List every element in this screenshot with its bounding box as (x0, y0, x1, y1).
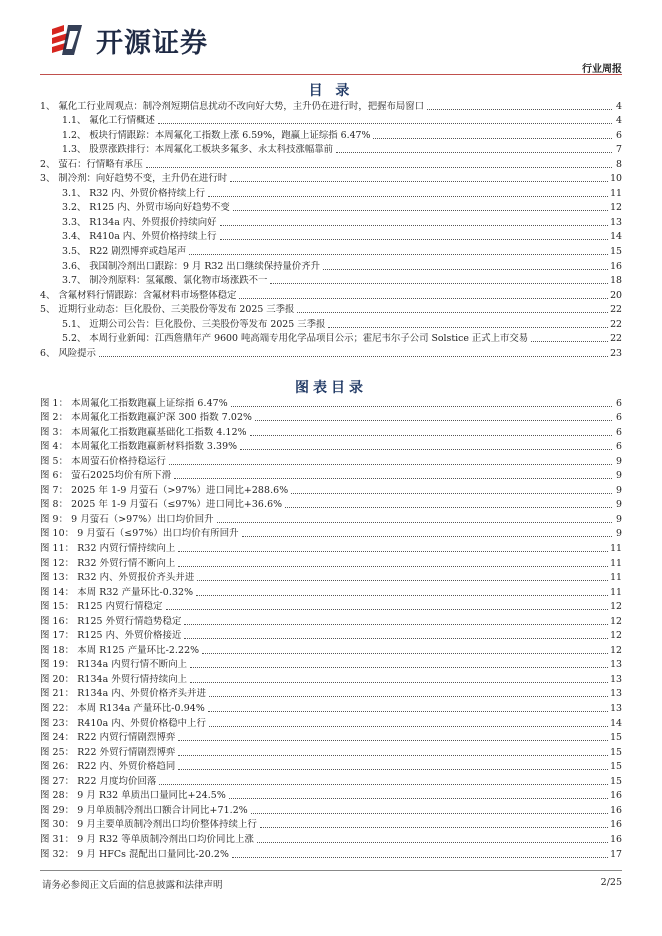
figure-entry-page: 11 (610, 572, 622, 584)
dot-leader (99, 355, 608, 357)
figure-entry-label: 图 30： 9 月主要单质制冷剂出口均价整体持续上行 (40, 819, 257, 831)
toc-entry-page: 20 (610, 289, 622, 301)
figure-entry[interactable] (40, 482, 622, 497)
figure-entry-label: 图 14： 本周 R32 产量环比-0.32% (40, 586, 194, 598)
figure-entry[interactable] (40, 773, 622, 788)
figure-entry-label: 图 21： R134a 内、外贸价格齐头并进 (40, 688, 207, 700)
figure-entry-page: 16 (610, 819, 622, 831)
toc-entry-label: 3.6、 我国制冷剂出口跟踪：9 月 R32 出口继续保持量价齐升 (62, 260, 321, 272)
figure-entry[interactable] (40, 802, 622, 817)
figure-entry-page: 9 (616, 470, 622, 482)
figure-entry-page: 11 (610, 557, 622, 569)
figure-entry-label: 图 19： R134a 内贸行情不断向上 (40, 659, 188, 671)
dot-leader (328, 326, 608, 328)
figure-entry-page: 13 (610, 688, 622, 700)
page-header (40, 0, 622, 75)
footer-disclaimer: 请务必参阅正文后面的信息披露和法律声明 (42, 880, 223, 891)
toc-entry[interactable] (40, 316, 622, 331)
figure-entry[interactable] (40, 599, 622, 614)
toc-entry-label: 1.2、 板块行情跟踪：本周氟化工指数上涨 6.59%，跑赢上证综指 6.47% (62, 129, 371, 141)
figure-entry-page: 11 (610, 586, 622, 598)
dot-leader (184, 637, 608, 639)
figure-entry-page: 15 (610, 775, 622, 787)
dot-leader (229, 797, 608, 799)
figure-entry-page: 13 (610, 673, 622, 685)
toc-entry[interactable] (40, 331, 622, 346)
figure-entry[interactable] (40, 817, 622, 832)
dot-leader (285, 506, 612, 508)
figure-entry-label: 图 12： R32 外贸行情不断向上 (40, 557, 176, 569)
figure-entry-label: 图 13： R32 内、外贸报价齐头并进 (40, 572, 195, 584)
toc-entry-label: 3.7、 制冷剂原料：氢氟酸、氯化物市场涨跌不一 (62, 275, 268, 287)
figure-entry[interactable] (40, 831, 622, 846)
toc-entry-page: 18 (610, 275, 622, 287)
toc-entry[interactable] (40, 113, 622, 128)
figure-entry[interactable] (40, 657, 622, 672)
toc-entry-page: 7 (616, 144, 622, 156)
toc-entry-page: 13 (610, 216, 622, 228)
figure-entry-page: 15 (610, 761, 622, 773)
figure-entry-label: 图 17： R125 内、外贸价格接近 (40, 630, 182, 642)
figure-entry-label: 图 25： R22 外贸行情剧烈博弈 (40, 746, 176, 758)
figure-entry-label: 图 6： 萤石2025均价有所下滑 (40, 470, 172, 482)
dot-leader (202, 652, 608, 654)
figure-entry[interactable] (40, 511, 622, 526)
figure-entry-label: 图 7： 2025 年 1-9 月萤石（>97%）进口同比+288.6% (40, 484, 289, 496)
figure-entry-page: 16 (610, 804, 622, 816)
figure-entry-page: 6 (616, 412, 622, 424)
figure-entry-page: 12 (610, 615, 622, 627)
brand-logo (48, 20, 208, 60)
dot-leader (531, 340, 608, 342)
figure-entry[interactable] (40, 613, 622, 628)
toc-entry-label: 6、 风险提示 (40, 347, 96, 359)
dot-leader (373, 137, 612, 139)
toc-entry[interactable] (40, 302, 622, 317)
dot-leader (190, 666, 608, 668)
dot-leader (251, 812, 608, 814)
figure-entry[interactable] (40, 730, 622, 745)
toc-entry[interactable] (40, 171, 622, 186)
dot-leader (197, 579, 608, 581)
dot-leader (427, 108, 612, 110)
dot-leader (190, 681, 608, 683)
dot-leader (270, 282, 608, 284)
dot-leader (178, 754, 608, 756)
figure-entry-label: 图 22： 本周 R134a 产量环比-0.94% (40, 703, 205, 715)
figure-entry-label: 图 24： R22 内贸行情剧烈博弈 (40, 732, 176, 744)
figure-entry[interactable] (40, 570, 622, 585)
figure-entry-label: 图 10： 9 月萤石（≤97%）出口均价有所回升 (40, 528, 239, 540)
dot-leader (220, 238, 609, 240)
figure-entry[interactable] (40, 846, 622, 861)
dot-leader (178, 768, 608, 770)
figure-entry-page: 15 (610, 746, 622, 758)
dot-leader (323, 268, 608, 270)
dot-leader (209, 725, 608, 727)
figure-entry-page: 9 (616, 499, 622, 511)
figure-entry-label: 图 26： R22 内、外贸价格趋同 (40, 761, 176, 773)
figure-entry[interactable] (40, 395, 622, 410)
dot-leader (257, 841, 608, 843)
toc-entry[interactable] (40, 98, 622, 113)
figure-entry[interactable] (40, 700, 622, 715)
dot-leader (146, 166, 612, 168)
figures-list (40, 395, 622, 861)
figure-entry[interactable] (40, 439, 622, 454)
figure-entry-page: 9 (616, 513, 622, 525)
dot-leader (231, 405, 612, 407)
toc-entry[interactable] (40, 142, 622, 157)
toc-entry-page: 22 (610, 333, 622, 345)
toc-entry[interactable] (40, 345, 622, 360)
figure-entry[interactable] (40, 788, 622, 803)
dot-leader (232, 856, 608, 858)
toc-entry-page: 6 (616, 129, 622, 141)
dot-leader (242, 535, 612, 537)
figure-entry-page: 14 (610, 717, 622, 729)
dot-leader (291, 492, 612, 494)
figure-entry-page: 13 (610, 703, 622, 715)
toc-title: 目 录 (308, 83, 354, 99)
figure-entry[interactable] (40, 497, 622, 512)
figure-entry-page: 16 (610, 833, 622, 845)
toc-entry[interactable] (40, 200, 622, 215)
figure-entry[interactable] (40, 642, 622, 657)
dot-leader (297, 311, 608, 313)
toc-entry[interactable] (40, 243, 622, 258)
dot-leader (166, 608, 609, 610)
dot-leader (239, 297, 608, 299)
figure-entry-label: 图 11： R32 内贸行情持续向上 (40, 543, 176, 555)
figure-entry-label: 图 27： R22 月度均价回落 (40, 775, 157, 787)
figure-entry-label: 图 15： R125 内贸行情稳定 (40, 601, 163, 613)
dot-leader (336, 151, 612, 153)
toc-entry-label: 3.3、 R134a 内、外贸报价持续向好 (62, 216, 217, 228)
dot-leader (240, 448, 612, 450)
dot-leader (230, 180, 608, 182)
toc-entry-label: 3.2、 R125 内、外贸市场向好趋势不变 (62, 202, 230, 214)
figure-entry-label: 图 9： 9 月萤石（>97%）出口均价回升 (40, 513, 214, 525)
brand-name: 开源证券 (96, 27, 208, 59)
report-type: 行业周报 (582, 64, 622, 75)
toc-entry[interactable] (40, 229, 622, 244)
figure-entry-page: 12 (610, 630, 622, 642)
figure-entry-page: 6 (616, 441, 622, 453)
toc-entry-page: 4 (616, 100, 622, 112)
dot-leader (196, 594, 608, 596)
figure-entry[interactable] (40, 410, 622, 425)
toc-entry-page: 22 (610, 304, 622, 316)
toc-entry-page: 8 (616, 158, 622, 170)
figure-entry[interactable] (40, 453, 622, 468)
figure-entry-page: 12 (610, 601, 622, 613)
figure-entry-label: 图 31： 9 月 R32 等单质制冷剂出口均价同比上涨 (40, 833, 254, 845)
toc-entry[interactable] (40, 258, 622, 273)
dot-leader (158, 122, 612, 124)
figure-entry-page: 13 (610, 659, 622, 671)
toc-entry-page: 12 (610, 202, 622, 214)
figure-entry-label: 图 28： 9 月 R32 单质出口量同比+24.5% (40, 790, 226, 802)
dot-leader (184, 623, 608, 625)
toc-entry-label: 5.1、 近期公司公告：巨化股份、三美股份等发布 2025 三季报 (62, 318, 326, 330)
dot-leader (178, 739, 608, 741)
toc-entry-label: 4、 含氟材料行情跟踪：含氟材料市场整体稳定 (40, 289, 237, 301)
dot-leader (233, 209, 608, 211)
figure-entry-label: 图 20： R134a 外贸行情持续向上 (40, 673, 188, 685)
figure-entry[interactable] (40, 744, 622, 759)
figure-entry[interactable] (40, 540, 622, 555)
toc-entry[interactable] (40, 273, 622, 288)
figure-entry-label: 图 23： R410a 内、外贸价格稳中上行 (40, 717, 207, 729)
toc-list (40, 98, 622, 360)
dot-leader (174, 477, 612, 479)
figure-entry-label: 图 32： 9 月 HFCs 混配出口量同比-20.2% (40, 848, 229, 860)
dot-leader (159, 783, 608, 785)
figure-entry[interactable] (40, 686, 622, 701)
figure-entry-page: 9 (616, 455, 622, 467)
toc-entry-page: 22 (610, 318, 622, 330)
page-footer (40, 870, 622, 891)
figure-entry-page: 15 (610, 732, 622, 744)
figures-title: 图表目录 (295, 380, 367, 396)
dot-leader (255, 419, 612, 421)
toc-entry-page: 11 (610, 187, 622, 199)
toc-entry-label: 3.5、 R22 剧烈博弈或趋尾声 (62, 246, 187, 258)
figure-entry[interactable] (40, 759, 622, 774)
toc-entry-label: 2、 萤石：行情略有承压 (40, 158, 143, 170)
figure-entry-page: 9 (616, 484, 622, 496)
figure-entry-label: 图 18： 本周 R125 产量环比-2.22% (40, 644, 200, 656)
toc-entry-label: 1.1、 氟化工行情概述 (62, 115, 155, 127)
dot-leader (189, 253, 608, 255)
dot-leader (208, 710, 608, 712)
figure-entry-label: 图 5： 本周萤石价格持稳运行 (40, 455, 166, 467)
toc-entry-page: 15 (610, 246, 622, 258)
figure-entry-page: 9 (616, 528, 622, 540)
figure-entry-label: 图 1： 本周氟化工指数跑赢上证综指 6.47% (40, 397, 228, 409)
figure-entry[interactable] (40, 424, 622, 439)
figure-entry[interactable] (40, 628, 622, 643)
dot-leader (217, 521, 612, 523)
toc-entry[interactable] (40, 287, 622, 302)
figure-entry-page: 6 (616, 426, 622, 438)
toc-entry[interactable] (40, 127, 622, 142)
figure-entry-label: 图 8： 2025 年 1-9 月萤石（≤97%）进口同比+36.6% (40, 499, 283, 511)
toc-entry-page: 14 (610, 231, 622, 243)
header-rule (40, 74, 622, 75)
figure-entry-label: 图 16： R125 外贸行情趋势稳定 (40, 615, 182, 627)
figure-entry-label: 图 3： 本周氟化工指数跑赢基础化工指数 4.12% (40, 426, 247, 438)
dot-leader (250, 434, 612, 436)
toc-entry-label: 3.4、 R410a 内、外贸价格持续上行 (62, 231, 217, 243)
page-number: 2/25 (600, 877, 622, 888)
toc-entry-label: 5、 近期行业动态：巨化股份、三美股份等发布 2025 三季报 (40, 304, 295, 316)
toc-entry-label: 1.3、 股票涨跌排行：本周氟化工板块多氟多、永太科技涨幅靠前 (62, 144, 334, 156)
toc-entry-page: 16 (610, 260, 622, 272)
figure-entry[interactable] (40, 555, 622, 570)
figure-entry-label: 图 4： 本周氟化工指数跑赢新材料指数 3.39% (40, 441, 238, 453)
toc-entry[interactable] (40, 185, 622, 200)
figure-entry-page: 17 (610, 848, 622, 860)
figure-entry[interactable] (40, 671, 622, 686)
toc-entry-page: 4 (616, 115, 622, 127)
dot-leader (209, 695, 608, 697)
dot-leader (178, 550, 608, 552)
figure-entry-page: 12 (610, 644, 622, 656)
figure-entry-label: 图 29： 9 月单质制冷剂出口额合计同比+71.2% (40, 804, 248, 816)
toc-entry-page: 23 (610, 347, 622, 359)
figure-entry-label: 图 2： 本周氟化工指数跑赢沪深 300 指数 7.02% (40, 412, 253, 424)
dot-leader (178, 565, 608, 567)
figure-entry-page: 6 (616, 397, 622, 409)
toc-entry-label: 5.2、 本周行业新闻：江西詹鼎年产 9600 吨高端专用化学品项目公示；霍尼韦尔子公司 Solstice 正式上市交易 (62, 333, 529, 345)
figure-entry-page: 11 (610, 543, 622, 555)
toc-entry[interactable] (40, 156, 622, 171)
toc-entry-label: 1、 氟化工行业周观点：制冷剂短期信息扰动不改向好大势，主升仍在进行时，把握布局窗口 (40, 100, 424, 112)
figure-entry[interactable] (40, 468, 622, 483)
figure-entry[interactable] (40, 526, 622, 541)
toc-entry-page: 10 (610, 173, 622, 185)
figure-entry-page: 16 (610, 790, 622, 802)
toc-entry[interactable] (40, 214, 622, 229)
figure-entry[interactable] (40, 584, 622, 599)
brand-mark-icon (48, 23, 86, 57)
toc-entry-label: 3、 制冷剂：向好趋势不变，主升仍在进行时 (40, 173, 228, 185)
dot-leader (220, 224, 609, 226)
dot-leader (208, 195, 608, 197)
figure-entry[interactable] (40, 715, 622, 730)
dot-leader (260, 826, 608, 828)
dot-leader (169, 463, 612, 465)
toc-entry-label: 3.1、 R32 内、外贸价格持续上行 (62, 187, 205, 199)
